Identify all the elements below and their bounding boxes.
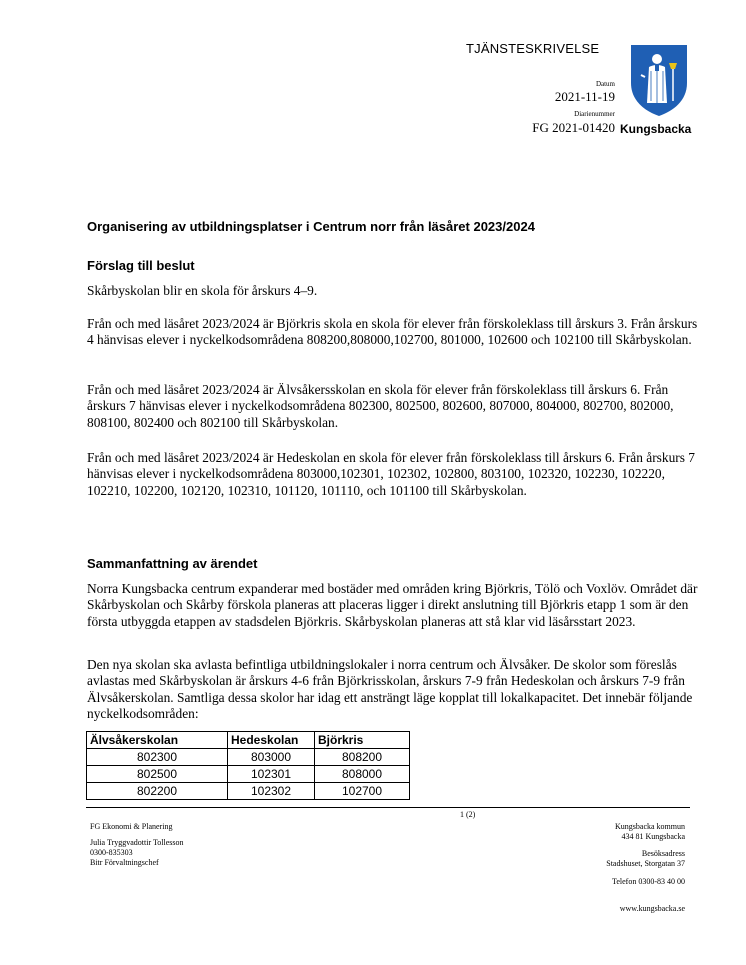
key-code-table [86, 731, 410, 800]
table-cell: 808200 [315, 749, 410, 766]
footer-contact-name: Julia Tryggvadottir Tollesson [90, 838, 184, 847]
date-value: 2021-11-19 [554, 89, 615, 104]
page-number: 1 (2) [460, 810, 476, 819]
proposal-paragraph: Från och med läsåret 2023/2024 är Älvsåkersskolan en skola för elever från förskoleklass till årskurs 6. Från årskurs 7 hänvisas elever i nyckelkodsområdena 802300, 802500, 802600, 807000, 804000, 802700, 802000, 808100, 802400 och 802100 till Skårbyskolan. [87, 382, 674, 430]
footer-visit-label: Besöksadress [641, 849, 685, 858]
proposal-paragraph: Från och med läsåret 2023/2024 är Björkris skola en skola för elever från förskoleklass till årskurs 3. Från årskurs 4 hänvisas elever i nyckelkodsområdena 808200,808000,102700, 801000, 102600 och 102100 till Skårbyskolan. [87, 316, 698, 348]
footer-postal-address: 434 81 Kungsbacka [621, 832, 685, 841]
table-cell: 808000 [315, 766, 410, 783]
footer-divider [86, 807, 690, 808]
table-cell: 802200 [87, 783, 228, 800]
footer-visit-address: Stadshuset, Storgatan 37 [606, 859, 685, 868]
footer-department: FG Ekonomi & Planering [90, 822, 173, 831]
proposal-paragraph: Från och med läsåret 2023/2024 är Hedeskolan en skola för elever från förskoleklass till årskurs 6. Från årskurs 7 hänvisas elever i nyckelkodsområdena 803000,102301, 102302, 102800, 803100, 102320, 102230, 102220, 102210, 102200, 102120, 102310, 101120, 101110, och 101100 till Skårbyskolan. [87, 450, 695, 498]
table-cell: 102700 [315, 783, 410, 800]
footer-contact-phone: 0300-835303 [90, 848, 133, 857]
document-title: Organisering av utbildningsplatser i Centrum norr från läsåret 2023/2024 [87, 219, 535, 234]
document-type: TJÄNSTESKRIVELSE [466, 41, 600, 56]
table-cell: 802300 [87, 749, 228, 766]
date-label: Datum [595, 80, 615, 88]
column-header: Björkris [315, 732, 410, 749]
footer-phone: Telefon 0300-83 40 00 [612, 877, 685, 886]
column-header: Hedeskolan [228, 732, 315, 749]
summary-paragraph: Den nya skolan ska avlasta befintliga utbildningslokaler i norra centrum och Älvsåker. De skolor som föreslås avlastas med Skårbyskolan är årskurs 4-6 från Björkrisskolan, årskurs 7-9 från Hedeskolan och årskurs 7-9 från Älvsåkerskolan. Samtliga dessa skolor har idag ett ansträngt läge kopplat till lokalkapacitet. Det innebär följande nyckelkodsområden: [87, 657, 693, 722]
footer-organization: Kungsbacka kommun [615, 822, 685, 831]
brand-name: Kungsbacka [620, 122, 692, 136]
footer-website[interactable]: www.kungsbacka.se [619, 904, 685, 913]
table-header-row [87, 732, 410, 749]
table-row [87, 783, 410, 800]
footer-contact-title: Bitr Förvaltningschef [90, 858, 159, 867]
registration-number: FG 2021-01420 [532, 120, 615, 135]
table-cell: 102301 [228, 766, 315, 783]
table-cell: 102302 [228, 783, 315, 800]
table-cell: 802500 [87, 766, 228, 783]
table-row [87, 749, 410, 766]
column-header: Älvsåkerskolan [87, 732, 228, 749]
summary-heading: Sammanfattning av ärendet [87, 556, 258, 571]
summary-paragraph: Norra Kungsbacka centrum expanderar med bostäder med områden kring Björkris, Tölö och Voxlöv. Området där Skårbyskolan och Skårby förskola planeras att placeras ligger i direkt anslutning till Björkris etapp 1 som är den första utbyggda etappen av stadsdelen Björkris. Skårbyskolan planeras att stå klar vid läsårsstart 2023. [87, 581, 698, 629]
proposal-heading: Förslag till beslut [87, 258, 195, 273]
coat-of-arms-icon [629, 43, 689, 118]
table-row [87, 766, 410, 783]
table-cell: 803000 [228, 749, 315, 766]
registration-label: Diarienummer [574, 110, 615, 118]
proposal-paragraph: Skårbyskolan blir en skola för årskurs 4–9. [87, 283, 318, 298]
